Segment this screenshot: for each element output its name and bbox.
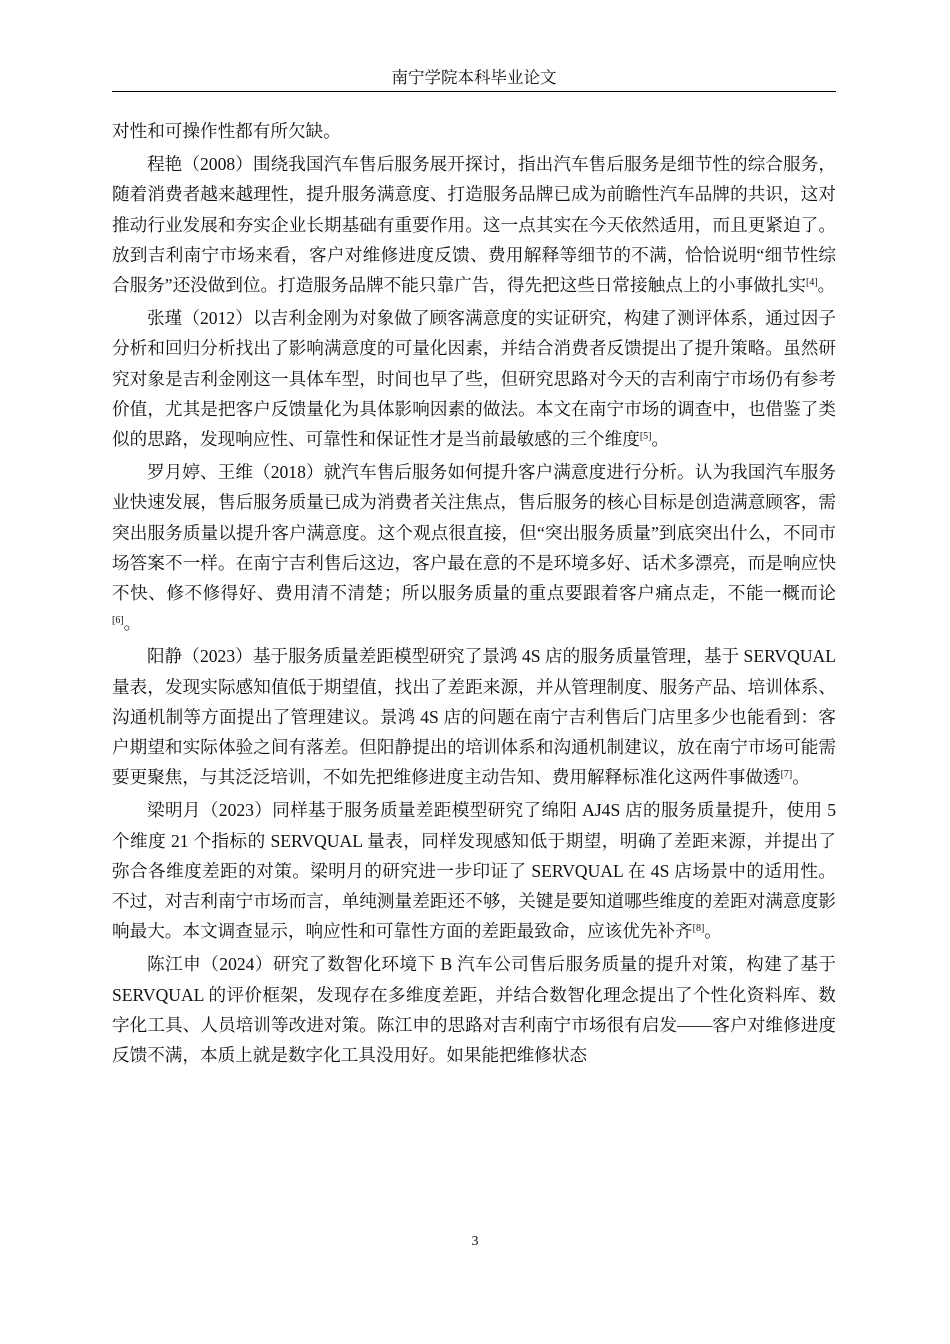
paragraph-zhang-jin — [112, 303, 836, 454]
paragraph-text: 张瑾（2012）以吉利金刚为对象做了顾客满意度的实证研究，构建了测评体系，通过因子分析和回归分析找出了影响满意度的可量化因素，并结合消费者反馈提出了提升策略。虽然研究对象是吉利金刚这一具体车型，时间也早了些，但研究思路对今天的吉利南宁市场仍有参考价值，尤其是把客户反馈量化为具体影响因素的做法。本文在南宁市场的调查中，也借鉴了类似的思路，发现响应性、可靠性和保证性才是当前最敏感的三个维度 — [112, 308, 836, 450]
paragraph-text: 陈江申（2024）研究了数智化环境下 B 汽车公司售后服务质量的提升对策，构建了基于 SERVQUAL 的评价框架，发现存在多维度差距，并结合数智化理念提出了个性化资料库、数字化工具、人员培训等改进对策。陈江申的思路对吉利南宁市场很有启发——客户对维修进度反馈不满，本质上就是数字化工具没用好。如果能把维修状态 — [112, 954, 836, 1066]
paragraph-yang-jing — [112, 641, 836, 792]
paragraph-cheng-yan — [112, 149, 836, 300]
paragraph-text: 梁明月（2023）同样基于服务质量差距模型研究了绵阳 AJ4S 店的服务质量提升，使用 5 个维度 21 个指标的 SERVQUAL 量表，同样发现感知低于期望，明确了差距来源，并提出了弥合各维度差距的对策。梁明月的研究进一步印证了 SERVQUAL 在 4S 店场景中的适用性。不过，对吉利南宁市场而言，单纯测量差距还不够，关键是要知道哪些维度的差距对满意度影响最大。本文调查显示，响应性和可靠性方面的差距最致命，应该优先补齐 — [112, 800, 836, 942]
paragraph-end: 。 — [704, 921, 722, 942]
citation-marker: [8] — [692, 923, 705, 935]
body-text — [112, 116, 836, 1070]
header-divider — [112, 91, 836, 92]
citation-marker: [5] — [639, 431, 652, 443]
paragraph-end: 。 — [792, 767, 810, 788]
paragraph-end: 。 — [651, 429, 670, 450]
paragraph-text: 阳静（2023）基于服务质量差距模型研究了景鸿 4S 店的服务质量管理，基于 SERVQUAL 量表，发现实际感知值低于期望值，找出了差距来源，并从管理制度、服务产品、培训体系、沟通机制等方面提出了管理建议。景鸿 4S 店的问题在南宁吉利售后门店里多少也能看到：客户期望和实际体验之间有落差。但阳静提出的培训体系和沟通机制建议，放在南宁市场可能需要更聚焦，与其泛泛培训，不如先把维修进度主动告知、费用解释标准化这两件事做透 — [112, 646, 836, 788]
paragraph-liang-mingyue — [112, 795, 836, 946]
paragraph-end: 。 — [817, 275, 836, 296]
paragraph-end: 。 — [123, 613, 142, 634]
paragraph-text: 罗月婷、王维（2018）就汽车售后服务如何提升客户满意度进行分析。认为我国汽车服务业快速发展，售后服务质量已成为消费者关注焦点，售后服务的核心目标是创造满意顾客，需突出服务质量以提升客户满意度。这个观点很直接，但“突出服务质量”到底突出什么，不同市场答案不一样。在南宁吉利售后这边，客户最在意的不是环境多好、话术多漂亮，而是响应快不快、修不修得好、费用清不清楚；所以服务质量的重点要跟着客户痛点走，不能一概而论 — [112, 462, 836, 604]
paragraph-text: 程艳（2008）围绕我国汽车售后服务展开探讨，指出汽车售后服务是细节性的综合服务，随着消费者越来越理性，提升服务满意度、打造服务品牌已成为前瞻性汽车品牌的共识，这对推动行业发展和夯实企业长期基础有重要作用。这一点其实在今天依然适用，而且更紧迫了。放到吉利南宁市场来看，客户对维修进度反馈、费用解释等细节的不满，恰恰说明“细节性综合服务”还没做到位。打造服务品牌不能只靠广告，得先把这些日常接触点上的小事做扎实 — [112, 154, 836, 296]
paragraph-text: 对性和可操作性都有所欠缺。 — [112, 121, 341, 141]
page-number: 3 — [471, 1234, 479, 1249]
citation-marker: [7] — [780, 769, 793, 781]
paragraph-chen-jiangshen — [112, 949, 836, 1070]
paragraph-continuation — [112, 116, 836, 146]
citation-marker: [6] — [112, 615, 124, 627]
paragraph-luo-yueting — [112, 457, 836, 638]
running-header: 南宁学院本科毕业论文 — [391, 68, 557, 87]
citation-marker: [4] — [805, 277, 818, 289]
